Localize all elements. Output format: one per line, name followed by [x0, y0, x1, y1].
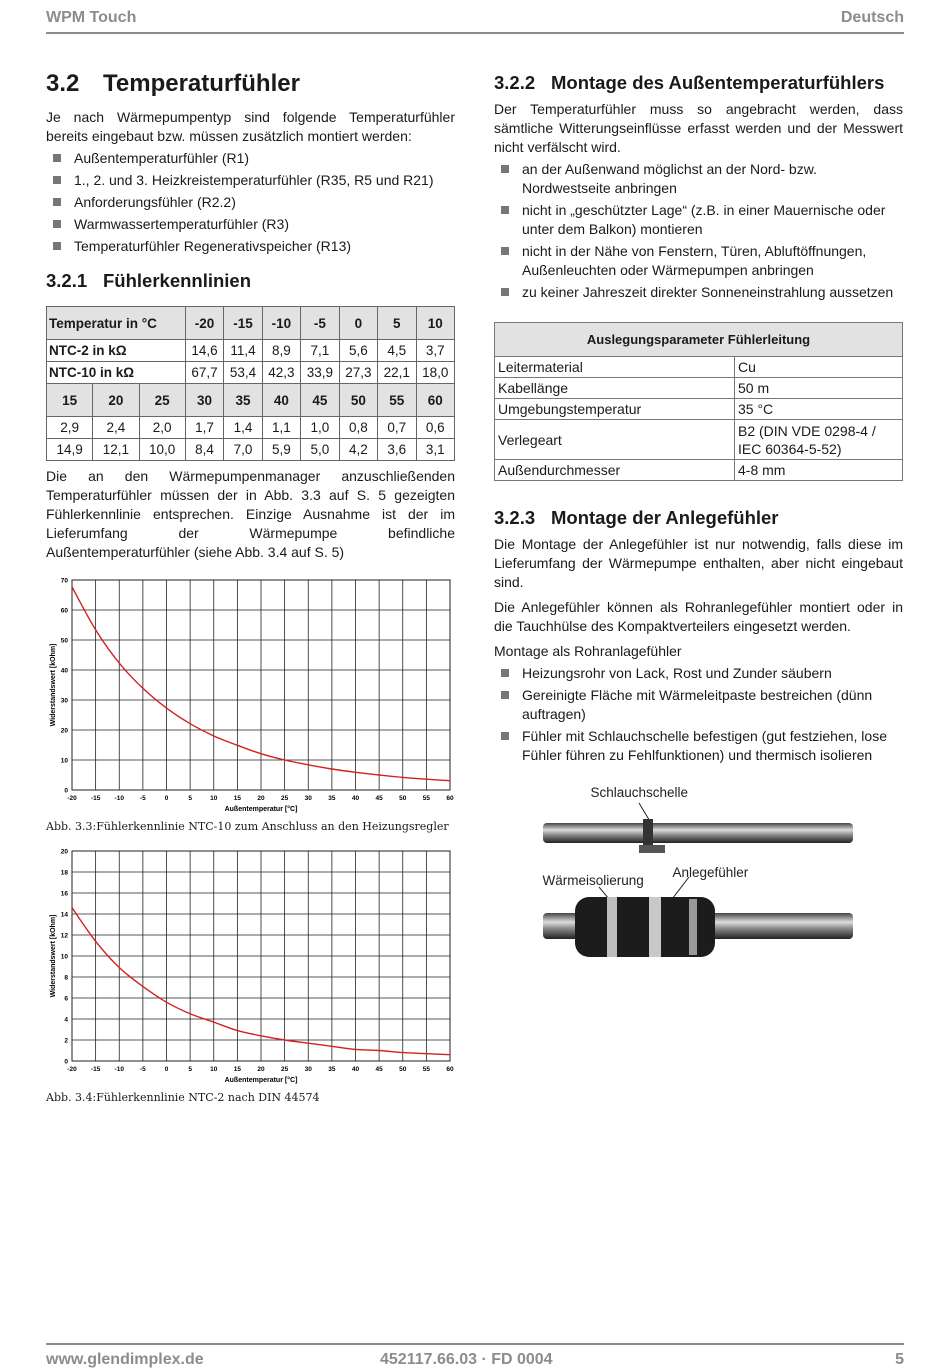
ntc10-label: NTC-10 in kΩ: [47, 362, 186, 384]
table-note: Die an den Wärmepumpenmanager anzuschließenden Temperaturfühler müssen der in Abb. 3.3 auf S. 5 gezeigten Fühlerkennlinie entsprechen. Einzige Ausnahme ist der im Lieferumfang der Wärmepumpe befindliche Außentemperaturfühler (siehe Abb. 3.4 auf S. 5): [46, 468, 455, 560]
ntc2-cell: 5,6: [339, 340, 377, 362]
x-tick-label: -5: [139, 795, 146, 802]
ntc10-cell: 33,9: [301, 362, 339, 384]
subsection-title-contact: [494, 507, 903, 529]
param-row: [495, 399, 903, 420]
param-value: Cu: [735, 357, 903, 378]
x-tick-label: 55: [422, 795, 430, 802]
x-tick-label: 55: [422, 1066, 430, 1073]
temp-cell: -5: [301, 307, 339, 340]
x-tick-label: -20: [67, 1066, 77, 1073]
y-tick-label: 6: [64, 995, 68, 1003]
temp-cell: -20: [185, 307, 223, 340]
temp-cell: 25: [139, 384, 185, 417]
temp-cell: 60: [416, 384, 454, 417]
section-number: 3.2: [46, 70, 80, 97]
contact-para-2: Die Anlegefühler können als Rohranlegefühler montiert oder in die Tauchhülse des Kompaktverteilers eingesetzt werden.: [494, 599, 903, 634]
photo-label-insulation: Wärmeisolierung: [542, 873, 644, 888]
ntc2-cell: 2,9: [47, 417, 93, 439]
step-item: Fühler mit Schlauchschelle befestigen (gut festziehen, lose Fühler führen zu Fehlfunktionen) und thermisch isolieren: [494, 727, 903, 765]
x-tick-label: 35: [328, 1066, 336, 1073]
param-row: [495, 378, 903, 399]
ntc2-cell: 8,9: [262, 340, 300, 362]
ntc2-cell: 1,4: [224, 417, 262, 439]
x-tick-label: 40: [351, 1066, 360, 1073]
x-tick-label: 20: [257, 1066, 265, 1073]
table-head-temperature: Temperatur in °C: [47, 307, 186, 340]
param-row: [495, 420, 903, 460]
y-tick-label: 30: [60, 697, 68, 705]
x-tick-label: 15: [233, 1066, 241, 1073]
subsection-title: [46, 270, 455, 292]
ntc10-cell: 3,1: [416, 439, 454, 461]
param-table-title: Auslegungsparameter Fühlerleitung: [495, 323, 903, 357]
footer-doc-number: 452117.66.03 · FD 0004: [380, 1351, 553, 1368]
param-row: [495, 460, 903, 481]
mount-list: [494, 160, 903, 302]
x-tick-label: 25: [281, 795, 289, 802]
subsection-number: 3.2.1: [46, 270, 88, 291]
y-tick-label: 40: [60, 667, 68, 675]
x-tick-label: 10: [210, 1066, 218, 1073]
param-key: Verlegeart: [495, 420, 735, 460]
ntc10-cell: 5,0: [301, 439, 339, 461]
y-axis-label: Widerstandswert [kOhm]: [50, 914, 57, 998]
contact-para-1: Die Montage der Anlegefühler ist nur notwendig, falls diese im Lieferumfang der Wärmepumpe enthalten, aber nicht eingebaut sind.: [494, 536, 903, 590]
temp-cell: 10: [416, 307, 454, 340]
temp-cell: 30: [185, 384, 223, 417]
ntc10-cell: 12,1: [93, 439, 139, 461]
x-tick-label: 25: [281, 1066, 289, 1073]
photo-label-clamp: Schlauchschelle: [590, 785, 689, 800]
ntc2-cell: 14,6: [185, 340, 223, 362]
temp-cell: 55: [378, 384, 416, 417]
y-tick-label: 10: [60, 757, 68, 765]
y-tick-label: 12: [60, 932, 68, 940]
x-tick-label: 35: [328, 795, 336, 802]
intro-text: Je nach Wärmepumpentyp sind folgende Temperaturfühler bereits eingebaut bzw. müssen zusätzlich montiert werden:: [46, 109, 455, 144]
x-tick-label: 40: [351, 795, 360, 802]
contact-para-3: Montage als Rohranlagefühler: [494, 643, 682, 659]
x-tick-label: -20: [67, 795, 77, 802]
ntc2-cell: 0,6: [416, 417, 454, 439]
temp-cell: 40: [262, 384, 300, 417]
param-value: 35 °C: [735, 399, 903, 420]
x-tick-label: 30: [304, 1066, 312, 1073]
param-key: Umgebungstemperatur: [495, 399, 735, 420]
y-tick-label: 0: [64, 1058, 68, 1066]
ntc10-cell: 42,3: [262, 362, 300, 384]
y-tick-label: 14: [60, 911, 68, 919]
ntc10-cell: 7,0: [224, 439, 262, 461]
cable-parameter-table: [494, 322, 903, 481]
y-tick-label: 10: [60, 953, 68, 961]
ntc2-cell: 0,8: [339, 417, 377, 439]
section-title: [46, 70, 455, 98]
y-tick-label: 70: [60, 577, 68, 585]
mount-item: nicht in „geschützter Lage“ (z.B. in einer Mauernische oder unter dem Balkon) montieren: [494, 201, 903, 239]
header-product: WPM Touch: [46, 9, 137, 26]
pipe-illustration: [539, 785, 859, 975]
y-tick-label: 2: [64, 1037, 68, 1045]
y-tick-label: 50: [60, 637, 68, 645]
outdoor-intro: Der Temperaturfühler muss so angebracht werden, dass sämtliche Witterungseinflüsse erfasst werden und der Messwert nicht verfälscht wird.: [494, 101, 903, 155]
x-tick-label: 0: [164, 1066, 169, 1073]
x-tick-label: 50: [399, 795, 407, 802]
subsection-number-outdoor: 3.2.2: [494, 72, 536, 93]
page-header: [46, 6, 904, 34]
sensor-item: 1., 2. und 3. Heizkreistemperaturfühler (R35, R5 und R21): [46, 171, 455, 190]
temp-cell: -15: [224, 307, 262, 340]
ntc10-cell: 4,2: [339, 439, 377, 461]
param-key: Leitermaterial: [495, 357, 735, 378]
param-value: 4-8 mm: [735, 460, 903, 481]
subsection-heading: Fühlerkennlinien: [103, 270, 252, 291]
sensor-item: Außentemperaturfühler (R1): [46, 149, 455, 168]
ntc10-cell: 14,9: [47, 439, 93, 461]
x-tick-label: 10: [210, 795, 218, 802]
param-value: B2 (DIN VDE 0298-4 / IEC 60364-5-52): [735, 420, 903, 460]
ntc10-cell: 3,6: [378, 439, 416, 461]
sensor-item: Anforderungsfühler (R2.2): [46, 193, 455, 212]
mount-item: zu keiner Jahreszeit direkter Sonneneinstrahlung aussetzen: [494, 283, 903, 302]
x-tick-label: 30: [304, 795, 312, 802]
x-tick-label: -10: [114, 795, 124, 802]
step-item: Heizungsrohr von Lack, Rost und Zunder säubern: [494, 664, 903, 683]
ntc2-chart: [46, 845, 455, 1085]
ntc10-cell: 22,1: [378, 362, 416, 384]
x-tick-label: -15: [90, 795, 101, 802]
param-key: Außendurchmesser: [495, 460, 735, 481]
x-tick-label: 20: [257, 795, 265, 802]
ntc2-cell: 1,1: [262, 417, 300, 439]
x-tick-label: 45: [375, 1066, 383, 1073]
figure-caption-ntc10: Abb. 3.3:Fühlerkennlinie NTC-10 zum Anschluss an den Heizungsregler: [46, 820, 449, 833]
x-tick-label: -15: [90, 1066, 101, 1073]
temp-cell: 20: [93, 384, 139, 417]
temp-cell: 35: [224, 384, 262, 417]
subsection-heading-outdoor: Montage des Außentemperaturfühlers: [551, 72, 885, 93]
temp-cell: -10: [262, 307, 300, 340]
temp-cell: 50: [339, 384, 377, 417]
x-tick-label: 60: [446, 1066, 454, 1073]
temp-cell: 45: [301, 384, 339, 417]
ntc10-cell: 10,0: [139, 439, 185, 461]
y-tick-label: 20: [60, 727, 68, 735]
ntc2-cell: 4,5: [378, 340, 416, 362]
x-tick-label: 0: [164, 795, 169, 802]
x-tick-label: -5: [139, 1066, 146, 1073]
y-tick-label: 0: [64, 787, 68, 795]
mount-item: an der Außenwand möglichst an der Nord- bzw. Nordwestseite anbringen: [494, 160, 903, 198]
sensor-item: Warmwassertemperaturfühler (R3): [46, 215, 455, 234]
step-item: Gereinigte Fläche mit Wärmeleitpaste bestreichen (dünn auftragen): [494, 686, 903, 724]
y-tick-label: 60: [60, 607, 68, 615]
ntc2-cell: 2,4: [93, 417, 139, 439]
y-tick-label: 18: [60, 869, 68, 877]
subsection-number-contact: 3.2.3: [494, 507, 536, 528]
right-column: [494, 66, 903, 975]
ntc10-cell: 67,7: [185, 362, 223, 384]
x-tick-label: 45: [375, 795, 383, 802]
ntc10-cell: 53,4: [224, 362, 262, 384]
ntc10-cell: 27,3: [339, 362, 377, 384]
ntc10-cell: 18,0: [416, 362, 454, 384]
sensor-item: Temperaturfühler Regenerativspeicher (R13): [46, 237, 455, 256]
param-key: Kabellänge: [495, 378, 735, 399]
ntc10-cell: 5,9: [262, 439, 300, 461]
y-tick-label: 20: [60, 848, 68, 856]
photo-label-sensor: Anlegefühler: [672, 865, 749, 880]
ntc2-label: NTC-2 in kΩ: [47, 340, 186, 362]
x-tick-label: 15: [233, 795, 241, 802]
ntc2-cell: 7,1: [301, 340, 339, 362]
subsection-title-outdoor: [494, 72, 903, 94]
ntc2-cell: 2,0: [139, 417, 185, 439]
page-footer: [46, 1343, 904, 1369]
mount-item: nicht in der Nähe von Fenstern, Türen, Abluftöffnungen, Außenleuchten oder Wärmepumpen anbringen: [494, 242, 903, 280]
figure-caption-ntc2: Abb. 3.4:Fühlerkennlinie NTC-2 nach DIN 44574: [46, 1091, 320, 1104]
left-column: [46, 66, 455, 1116]
y-tick-label: 8: [64, 974, 68, 982]
characteristic-table: [46, 306, 455, 461]
x-tick-label: 5: [188, 795, 192, 802]
header-language: Deutsch: [840, 9, 904, 26]
ntc10-chart: [46, 574, 455, 814]
ntc2-cell: 1,7: [185, 417, 223, 439]
y-tick-label: 4: [64, 1016, 68, 1024]
temp-cell: 5: [378, 307, 416, 340]
y-axis-label: Widerstandswert [kOhm]: [50, 643, 57, 727]
ntc10-cell: 8,4: [185, 439, 223, 461]
mounting-photo: [539, 785, 859, 975]
subsection-heading-contact: Montage der Anlegefühler: [551, 507, 779, 528]
footer-website: www.glendimplex.de: [46, 1351, 204, 1368]
section-heading: Temperaturfühler: [103, 70, 300, 97]
temp-cell: 0: [339, 307, 377, 340]
x-tick-label: -10: [114, 1066, 124, 1073]
param-row: [495, 357, 903, 378]
x-tick-label: 60: [446, 795, 454, 802]
ntc2-cell: 11,4: [224, 340, 262, 362]
y-tick-label: 16: [60, 890, 68, 898]
temp-cell: 15: [47, 384, 93, 417]
x-axis-label: Außentemperatur [°C]: [224, 1077, 298, 1084]
step-list: [494, 664, 903, 765]
param-value: 50 m: [735, 378, 903, 399]
ntc2-cell: 1,0: [301, 417, 339, 439]
x-tick-label: 5: [188, 1066, 192, 1073]
ntc2-cell: 3,7: [416, 340, 454, 362]
x-tick-label: 50: [399, 1066, 407, 1073]
footer-page-number: 5: [895, 1351, 904, 1368]
ntc2-cell: 0,7: [378, 417, 416, 439]
x-axis-label: Außentemperatur [°C]: [224, 806, 298, 813]
sensor-list: [46, 149, 455, 256]
